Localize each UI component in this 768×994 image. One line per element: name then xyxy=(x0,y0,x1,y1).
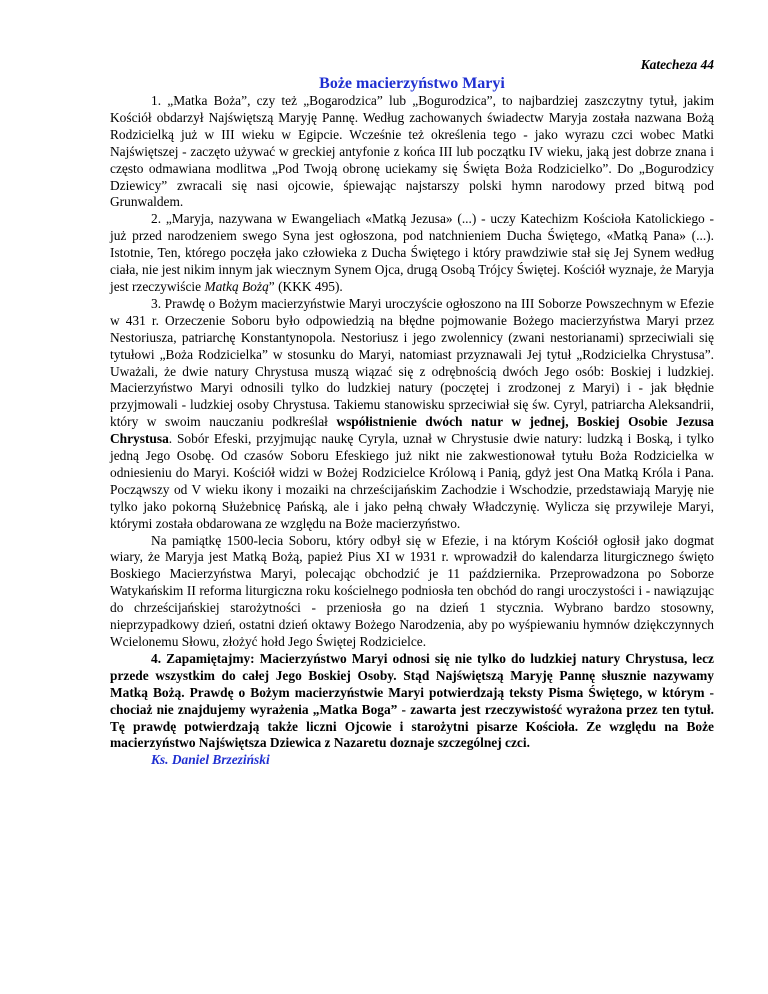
author-signature: Ks. Daniel Brzeziński xyxy=(151,752,270,768)
paragraph-2 xyxy=(110,211,714,296)
paragraph-2-text: 2. „Maryja, nazywana w Ewangeliach «Matką Jezusa» (...) - uczy Katechizm Kościoła Katolickiego - już przed narodzeniem swego Syna jest ogłoszona, pod natchnieniem Ducha Świętego, «Matką Pana» (...). Istotnie, Ten, którego poczęła jako człowieka z Ducha Świętego i który prawdziwie stał się Jej Synem według ciała, nie jest nikim innym jak wiecznym Synem Ojca, drugą Osobą Trójcy Świętej. Kościół wyznaje, że Maryja jest rzeczywiście xyxy=(110,211,714,294)
paragraph-3-bold: współistnienie dwóch natur w jednej, Boskiej Osobie Jezusa Chrystusa xyxy=(110,414,714,447)
paragraph-3-end: . Sobór Efeski, przyjmując naukę Cyryla, uznał w Chrystusie dwie natury: ludzką i Boską, i tylko jedną Jego Osobę. Od czasów Soboru Efeskiego już nikt nie zakwestionował tytułu Boża Rodzicielka w odniesieniu do Maryi. Kościół widzi w Bożej Rodzicielce Królową i Panią, gdyż jest Ona Matką Króla i Pana. Począwszy od V wieku ikony i mozaiki na chrześcijańskim Zachodzie i Wschodzie, przedstawiają Maryję nie tylko jako pokorną Służebnicę Pańską, ale i jako pełną chwały Władczynię. Wylicza się przywileje Maryi, którymi została obdarowana ze względu na Boże macierzyństwo. xyxy=(110,431,714,531)
paragraph-4: Na pamiątkę 1500-lecia Soboru, który odbył się w Efezie, i na którym Kościół ogłosił jako dogmat wiary, że Maryja jest Matką Bożą, papież Pius XI w 1931 r. wprowadził do kalendarza liturgicznego święto Boskiego Macierzyństwa Maryi, polecając obchodzić je 11 października. Przeprowadzona po Soborze Watykańskim II reforma liturgiczna roku kościelnego podniosła ten obchód do rangi uroczystości i - nawiązując do chrześcijańskiej starożytności - przeniosła go na dzień 1 stycznia. Wybrano bardzo stosowny, nieprzypadkowy dzień, ostatni dzień oktawy Bożego Narodzenia, aby po wyśpiewaniu hymnów dziękczynnych Wcielonemu Słowu, złożyć hołd Jego Świętej Rodzicielce. xyxy=(110,532,714,649)
document-page xyxy=(110,56,714,769)
paragraph-2-end: ” (KKK 495). xyxy=(268,278,343,294)
paragraph-conclusion: 4. Zapamiętajmy: Macierzyństwo Maryi odnosi się nie tylko do ludzkiej natury Chrystusa, lecz przede wszystkim do całej Jego Boskiej Osoby. Stąd Najświętszą Maryję Pannę słusznie nazywamy Matką Bożą. Prawdę o Bożym macierzyństwie Maryi potwierdzają teksty Pisma Świętego, w którym - chociaż nie znajdujemy wyrażenia „Matka Boga” - zawarta jest rzeczywistość wyrażona przez ten tytuł. Tę prawdę potwierdzają także liczni Ojcowie i starożytni pisarze Kościoła. Ze względu na Boże macierzyństwo Najświętsza Dziewica z Nazaretu doznaje szczególnej czci. xyxy=(110,650,714,751)
paragraph-2-italic: Matką Bożą xyxy=(204,278,269,294)
paragraph-1: 1. „Matka Boża”, czy też „Bogarodzica” lub „Bogurodzica”, to najbardziej zaszczytny tytuł, jakim Kościół obdarzył Najświętszą Maryję Pannę. Według zachowanych świadectw Maryja została nazwana Bożą Rodzicielką już w III wieku w Egipcie. Wcześnie też określenia tego - jako wyrazu czci wobec Matki Najświętszej - zaczęto używać w greckiej antyfonie z końca III lub początku IV wieku, jaką jest dobrze znana i często odmawiana modlitwa „Pod Twoją obronę uciekamy się Święta Boża Rodzicielko”. Do „Bogurodzicy Dziewicy” zwracali się nasi ojcowie, śpiewając najstarszy polski hymn narodowy przed bitwą pod Grunwaldem. xyxy=(110,93,714,210)
paragraph-3-text: 3. Prawdę o Bożym macierzyństwie Maryi uroczyście ogłoszono na III Soborze Powszechnym w Efezie w 431 r. Orzeczenie Soboru było odpowiedzią na błędne pojmowanie Bożego macierzyństwa Maryi przez Nestoriusza, patriarchę Konstantynopola. Nestoriusz i jego zwolennicy (zwani nestorianami) sprzeciwiali się tytułowi „Boża Rodzicielka” w stosunku do Maryi, natomiast przyznawali Jej tytuł „Rodzicielka Chrystusa”. Uważali, że dwie natury Chrystusa muszą wiązać się z odrębnością dwóch Jego osób: Boskiej i ludzkiej. Macierzyństwo Maryi odnosili tylko do ludzkiej natury (poczętej i zrodzonej z Maryi) i - jak błędnie przyjmowali - ludzkiej osoby Chrystusa. Takiemu stanowisku sprzeciwiał się św. Cyryl, patriarcha Aleksandrii, który w swoim nauczaniu podkreślał xyxy=(110,295,714,430)
catechesis-number: Katecheza 44 xyxy=(640,57,714,72)
paragraph-3 xyxy=(110,296,714,533)
document-title: Boże macierzyństwo Maryi xyxy=(319,75,505,92)
